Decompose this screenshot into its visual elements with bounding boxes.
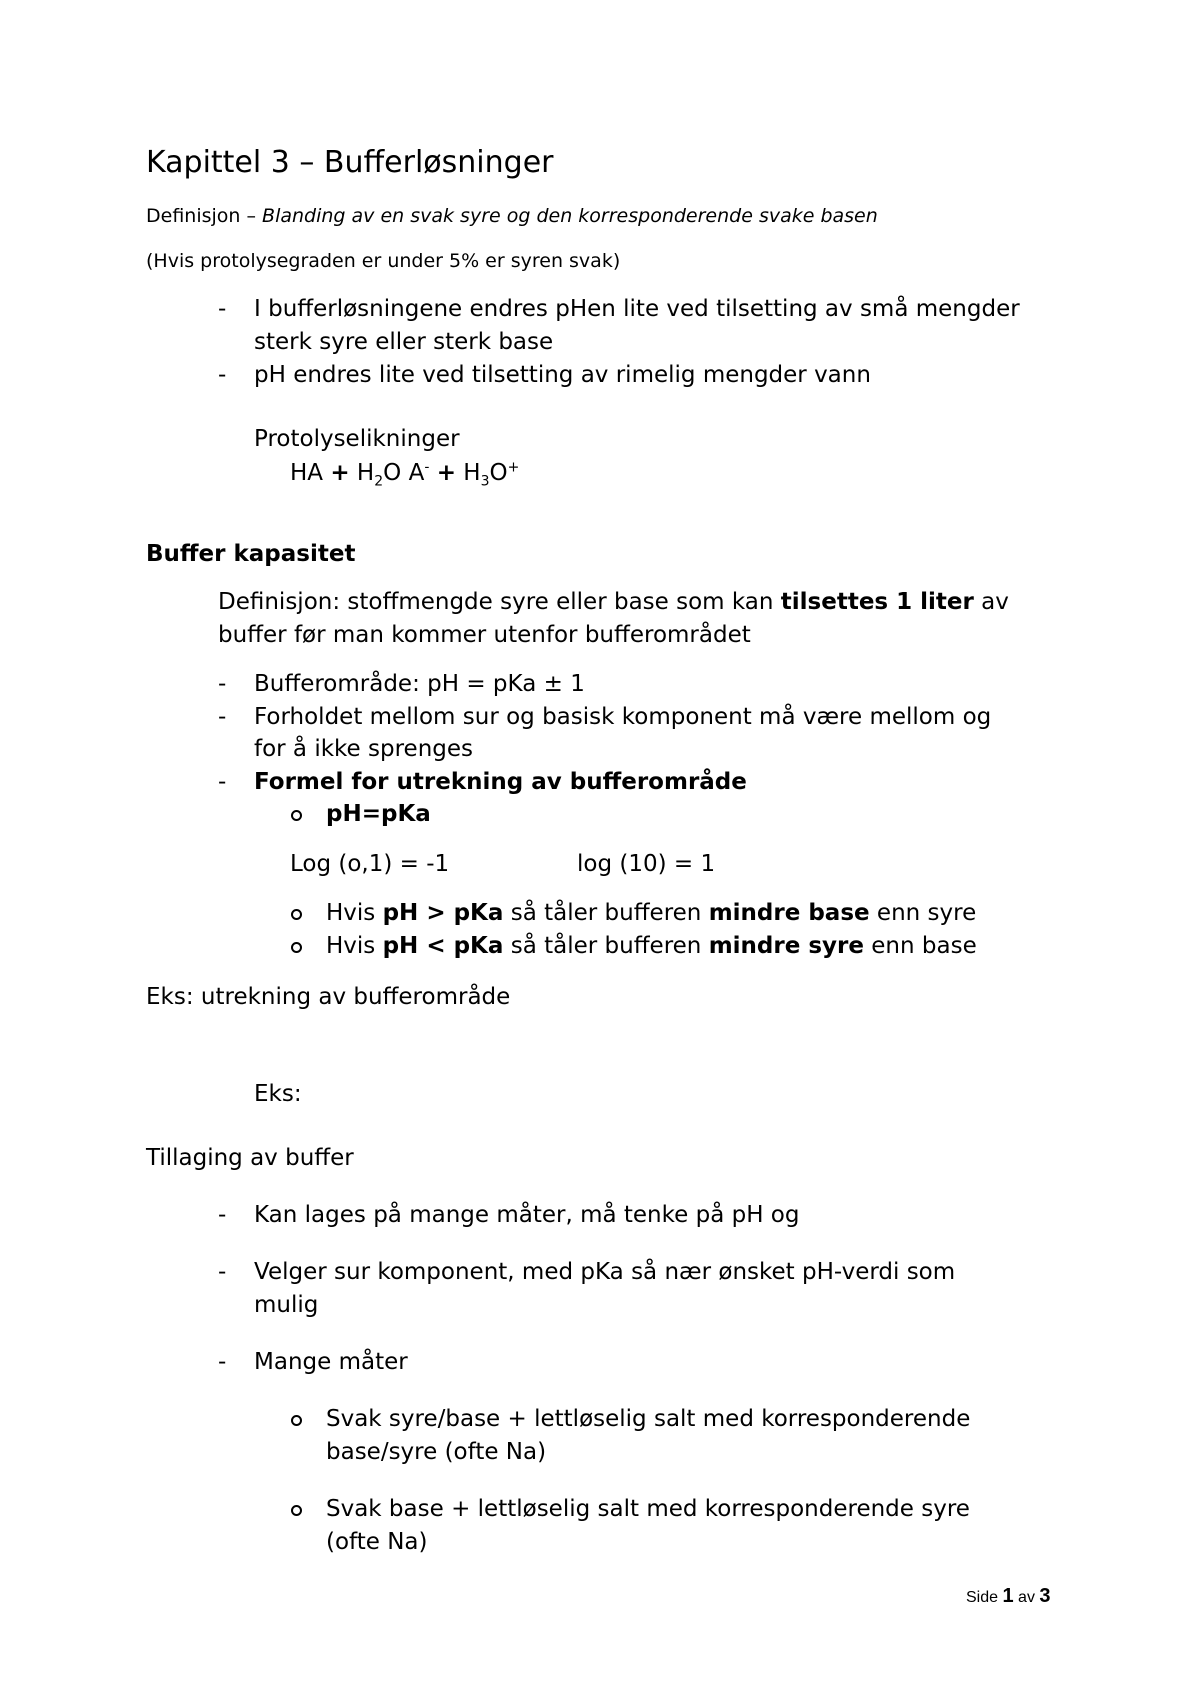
eq-sub: 3: [480, 473, 490, 490]
page-number: [966, 1585, 1051, 1608]
eq-part: O A: [383, 460, 425, 486]
footer-text: av: [1013, 1589, 1040, 1606]
eq-part: H: [349, 460, 375, 486]
bullet-dash: -: [218, 362, 227, 388]
definition-label: Definisjon –: [146, 205, 263, 227]
def-bold: tilsettes 1 liter: [780, 589, 974, 615]
bullet-text-cont: for å ikke sprenges: [254, 736, 474, 762]
circle-bullet-icon: [291, 942, 302, 953]
bullet-text: Bufferområde: pH = pKa ± 1: [254, 671, 585, 697]
sub-bullet-text: Svak syre/base + lettløselig salt med korresponderende: [326, 1406, 971, 1432]
example-line-2: Eks:: [254, 1081, 302, 1107]
bullet-text: Forholdet mellom sur og basisk komponent må være mellom og: [254, 704, 992, 730]
eq-sup: -: [424, 459, 430, 476]
bullet-text: I bufferløsningene endres pHen lite ved tilsetting av små mengder: [254, 296, 1020, 322]
log-left: Log (o,1) = -1: [290, 851, 450, 877]
definition-line: [146, 205, 878, 228]
bullet-dash: -: [218, 1202, 227, 1228]
condition-line: [326, 900, 976, 928]
capacity-definition: [218, 589, 1009, 617]
capacity-definition-cont: buffer før man kommer utenfor bufferområdet: [218, 622, 751, 648]
cond-text: Hvis: [326, 900, 383, 926]
log-right: log (10) = 1: [577, 851, 716, 877]
sub-bullet-text: pH=pKa: [326, 801, 431, 827]
bullet-text-cont: sterk syre eller sterk base: [254, 329, 554, 355]
bullet-text: Velger sur komponent, med pKa så nær ønsket pH-verdi som: [254, 1259, 956, 1285]
bullet-dash: -: [218, 1349, 227, 1375]
bullet-text: pH endres lite ved tilsetting av rimelig mengder vann: [254, 362, 871, 388]
sub-bullet-text: Svak base + lettløselig salt med korresponderende syre: [326, 1496, 970, 1522]
def-text: av: [973, 589, 1009, 615]
cond-bold: mindre syre: [708, 933, 864, 959]
cond-text: Hvis: [326, 933, 383, 959]
cond-text: så tåler bufferen: [503, 933, 709, 959]
eq-sub: 2: [374, 473, 384, 490]
bullet-dash: -: [218, 671, 227, 697]
circle-bullet-icon: [291, 1415, 302, 1426]
bullet-text: Mange måter: [254, 1349, 408, 1375]
cond-bold: pH < pKa: [382, 933, 504, 959]
bullet-dash: -: [218, 1259, 227, 1285]
def-text: Definisjon: stoffmengde syre eller base som kan: [218, 589, 781, 615]
eq-sup: +: [507, 459, 520, 476]
eq-part: O: [489, 460, 508, 486]
cond-bold: pH > pKa: [382, 900, 504, 926]
bullet-text: Formel for utrekning av bufferområde: [254, 769, 747, 795]
cond-text: enn syre: [869, 900, 977, 926]
weak-acid-note: (Hvis protolysegraden er under 5% er syren svak): [146, 250, 621, 272]
eq-plus: +: [436, 460, 456, 486]
bullet-dash: -: [218, 704, 227, 730]
sub-bullet-text-cont: (ofte Na): [326, 1529, 428, 1555]
footer-text: Side: [966, 1589, 1003, 1606]
footer-page: 1: [1002, 1585, 1014, 1607]
circle-bullet-icon: [291, 1505, 302, 1516]
bullet-text-cont: mulig: [254, 1292, 319, 1318]
eq-part: H: [455, 460, 481, 486]
cond-text: så tåler bufferen: [503, 900, 709, 926]
footer-total: 3: [1039, 1585, 1051, 1607]
definition-text: Blanding av en svak syre og den korresponderende svake basen: [262, 205, 878, 227]
cond-text: enn base: [863, 933, 977, 959]
capacity-heading: Buffer kapasitet: [146, 541, 356, 567]
condition-line: [326, 933, 977, 961]
circle-bullet-icon: [291, 810, 302, 821]
cond-bold: mindre base: [708, 900, 870, 926]
preparation-heading: Tillaging av buffer: [146, 1145, 354, 1171]
eq-part: HA: [290, 460, 331, 486]
page-title: Kapittel 3 – Bufferløsninger: [146, 145, 554, 180]
circle-bullet-icon: [291, 909, 302, 920]
example-line: Eks: utrekning av bufferområde: [146, 984, 511, 1010]
bullet-text: Kan lages på mange måter, må tenke på pH og: [254, 1202, 800, 1228]
bullet-dash: -: [218, 769, 227, 795]
eq-plus: +: [330, 460, 350, 486]
protolysis-equation: [290, 460, 519, 488]
protolysis-heading: Protolyselikninger: [254, 426, 460, 452]
bullet-dash: -: [218, 296, 227, 322]
sub-bullet-text-cont: base/syre (ofte Na): [326, 1439, 547, 1465]
